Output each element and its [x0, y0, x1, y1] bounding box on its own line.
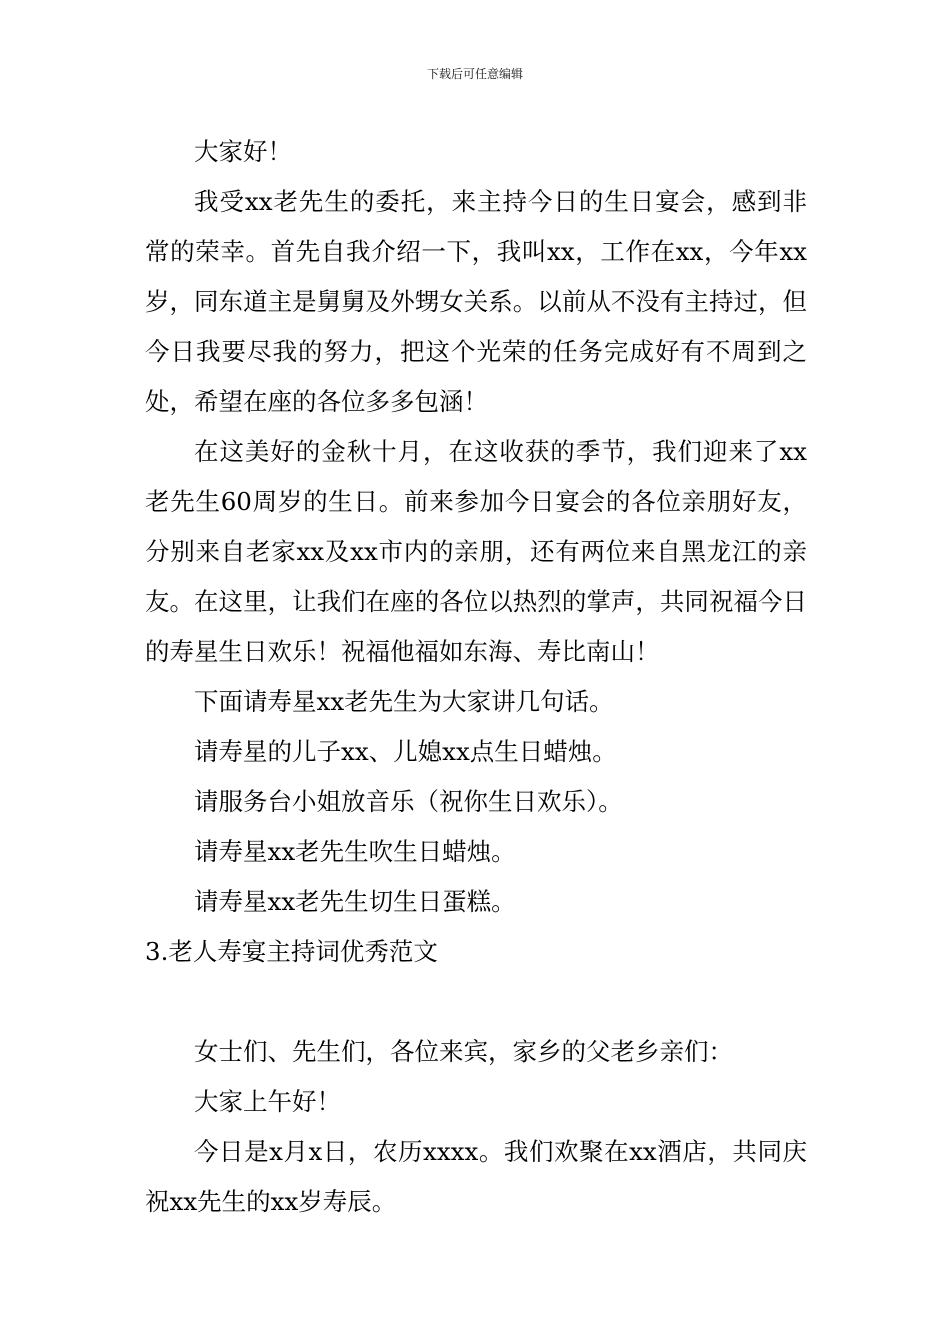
document-body [145, 127, 807, 1227]
paragraph-date-venue: 今日是x月x日，农历xxxx。我们欢聚在xx酒店，共同庆祝xx先生的xx岁寿辰。 [145, 1137, 807, 1216]
paragraph-candle-lighting: 请寿星的儿子xx、儿媳xx点生日蜡烛。 [194, 737, 617, 766]
paragraph-music: 请服务台小姐放音乐（祝你生日欢乐）。 [194, 787, 623, 816]
section-heading: 3.老人寿宴主持词优秀范文 [145, 937, 438, 966]
paragraph-morning-greeting: 大家上午好！ [194, 1087, 341, 1116]
paragraph-cut-cake: 请寿星xx老先生切生日蛋糕。 [194, 887, 516, 916]
paragraph-birthday-blessing: 在这美好的金秋十月，在这收获的季节，我们迎来了xx老先生60周岁的生日。前来参加今日宴会的各位亲朋好友，分别来自老家xx及xx市内的亲朋，还有两位来自黑龙江的亲友。在这里，让我们在座的各位以热烈的掌声，共同祝福今日的寿星生日欢乐！祝福他福如东海、寿比南山！ [145, 437, 807, 666]
paragraph-blow-candles: 请寿星xx老先生吹生日蜡烛。 [194, 837, 516, 866]
page-header-note: 下载后可任意编辑 [426, 67, 523, 81]
paragraph-greeting: 大家好！ [194, 137, 292, 166]
paragraph-speech-request: 下面请寿星xx老先生为大家讲几句话。 [194, 687, 614, 716]
paragraph-self-introduction: 我受xx老先生的委托，来主持今日的生日宴会，感到非常的荣幸。首先自我介绍一下，我叫xx，工作在xx，今年xx岁，同东道主是舅舅及外甥女关系。以前从不没有主持过，但今日我要尽我的努力，把这个光荣的任务完成好有不周到之处，希望在座的各位多多包涵！ [145, 187, 807, 416]
paragraph-salutation: 女士们、先生们，各位来宾，家乡的父老乡亲们： [194, 1037, 733, 1066]
